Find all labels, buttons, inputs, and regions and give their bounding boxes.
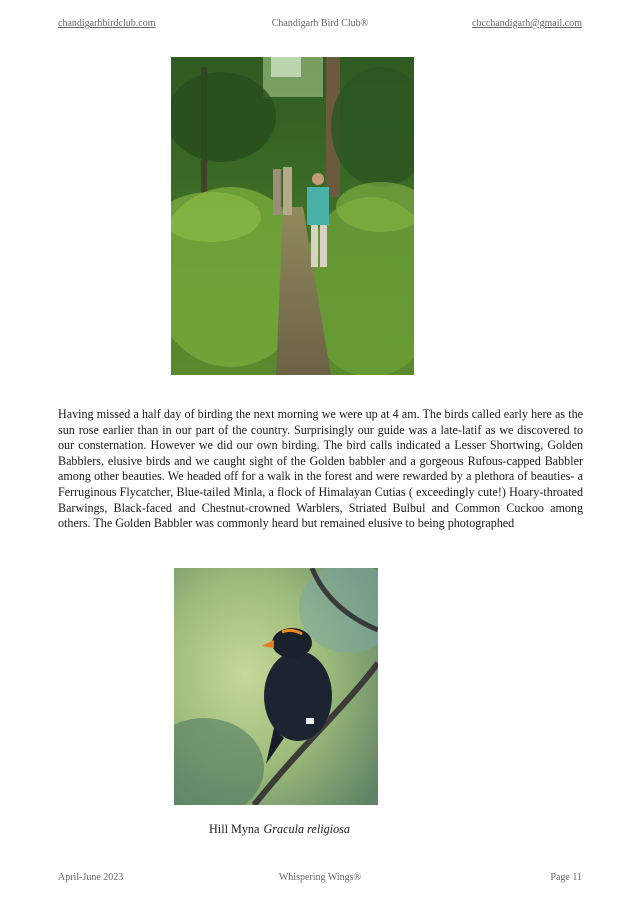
email-link[interactable]: cbcchandigarh@gmail.com [472,18,582,29]
hill-myna-photo [174,568,378,805]
caption-scientific-name: Gracula religiosa [263,822,351,836]
forest-trail-photo [171,57,414,375]
caption-common-name: Hill Myna [209,822,260,836]
page-footer [58,872,582,886]
publication-name: Whispering Wings® [278,872,362,883]
issue-date: April-June 2023 [58,872,124,883]
page-header [58,18,582,32]
club-name: Chandigarh Bird Club® [271,18,369,29]
page-number: Page 11 [550,872,582,883]
website-link[interactable]: chandigarhbirdclub.com [58,18,156,29]
photo-caption [209,822,350,837]
body-paragraph: Having missed a half day of birding the next morning we were up at 4 am. The birds called early here as the sun rose earlier than in our part of the country. Surprisingly our guide was a late-latif as we discovered to our consternation. However we did our own birding. The bird calls indicated a Lesser Shortwing, Golden Babblers, elusive birds and we caught sight of the Golden babbler and a gorgeous Rufous-capped Babbler among other beauties. We headed off for a walk in the forest and were rewarded by a plethora of beauties- a Ferruginous Flycatcher, Blue-tailed Minla, a flock of Himalayan Cutias ( exceedingly cute!) Hoary-throated Barwings, Black-faced and Chestnut-crowned Warblers, Striated Bulbul and Common Cuckoo among others. The Golden Babbler was commonly heard but remained elusive to being photographed [58,407,583,531]
